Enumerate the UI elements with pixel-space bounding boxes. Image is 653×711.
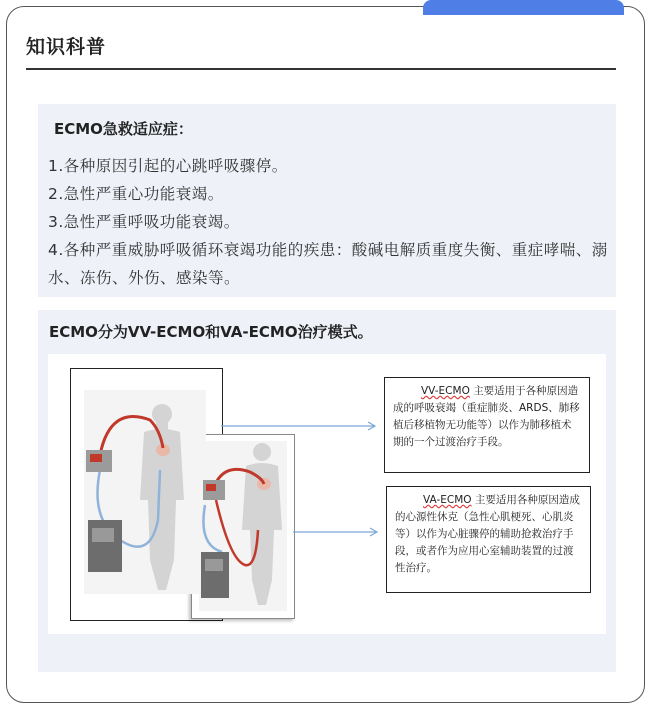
modes-heading: ECMO分为VV-ECMO和VA-ECMO治疗模式。 <box>49 323 373 341</box>
va-ecmo-note <box>386 486 591 593</box>
page-title: 知识科普 <box>26 36 107 58</box>
list-item: 1.各种原因引起的心跳呼吸骤停。 <box>48 157 288 175</box>
vv-ecmo-term: VV-ECMO <box>421 385 470 397</box>
va-ecmo-image <box>199 441 287 611</box>
vv-ecmo-note <box>384 377 590 473</box>
list-item: 3.急性严重呼吸功能衰竭。 <box>48 213 240 231</box>
list-item: 2.急性严重心功能衰竭。 <box>48 185 224 203</box>
indications-heading: ECMO急救适应症： <box>54 120 193 138</box>
vv-ecmo-description: 主要适用于各种原因造成的呼吸衰竭（重症肺炎、ARDS、肺移植后移植物无功能等）以作为肺移植术期的一个过渡治疗手段。 <box>393 385 580 448</box>
ecmo-console-icon <box>88 520 122 572</box>
ecmo-console-icon <box>201 552 229 598</box>
vv-ecmo-image <box>84 390 206 594</box>
list-item: 4.各种严重威胁呼吸循环衰竭功能的疾患：酸碱电解质重度失衡、重症哮喘、溺水、冻伤、外伤、感染等。 <box>48 241 608 287</box>
va-ecmo-term: VA-ECMO <box>423 494 472 506</box>
va-ecmo-description: 主要适用各种原因造成的心源性休克（急性心肌梗死、心肌炎等）以作为心脏骤停的辅助抢救治疗手段，或者作为应用心室辅助装置的过渡性治疗。 <box>395 494 580 574</box>
